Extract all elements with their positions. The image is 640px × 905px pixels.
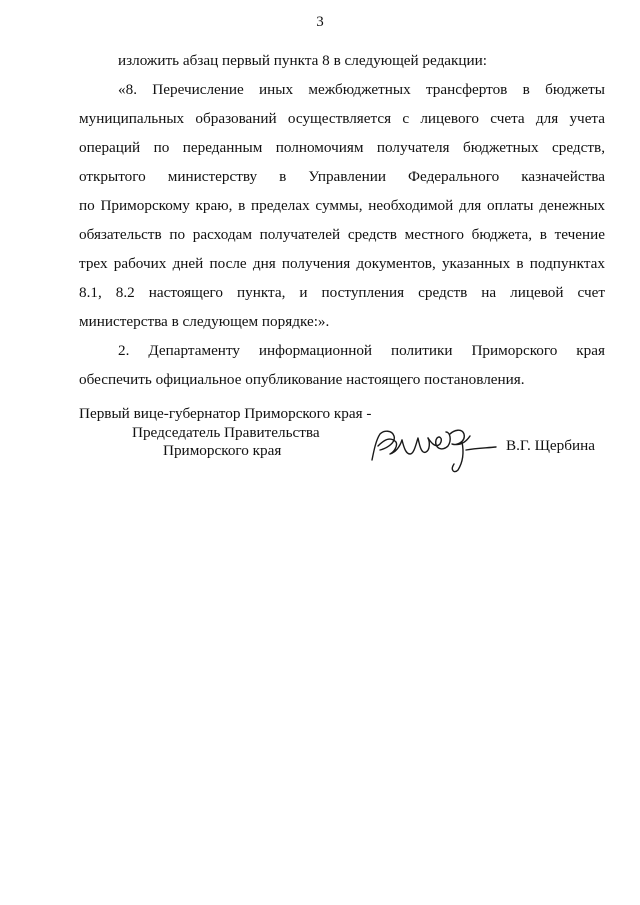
paragraph-8-line: 8.1, 8.2 настоящего пункта, и поступления средств на лицевой счет: [79, 284, 605, 301]
signatory-title-line-3: Приморского края: [163, 442, 282, 459]
signature-stroke: [428, 432, 450, 449]
page-number: 3: [316, 14, 324, 30]
paragraph-8-line: муниципальных образований осуществляется с лицевого счета для учета: [79, 110, 605, 127]
signature-stroke: [378, 439, 402, 454]
paragraph-8-line: «8. Перечисление иных межбюджетных трансфертов в бюджеты: [118, 81, 605, 98]
signatory-title-line-1: Первый вице-губернатор Приморского края -: [79, 405, 372, 422]
signatory-title-line-2: Председатель Правительства: [132, 424, 320, 441]
paragraph-8-line: по Приморскому краю, в пределах суммы, необходимой для оплаты денежных: [79, 197, 605, 214]
paragraph-8-line: обязательств по расходам получателей средств местного бюджета, в течение: [79, 226, 605, 243]
signature-stroke: [372, 431, 394, 460]
paragraph-8-line: министерства в следующем порядке:».: [79, 313, 330, 330]
signatory-name: В.Г. Щербина: [506, 437, 595, 454]
document-body: [79, 46, 605, 394]
signature-stroke: [466, 447, 496, 450]
paragraph-8-line: операций по переданным полномочиям получателя бюджетных средств,: [79, 139, 605, 156]
paragraph-8-line: открытого министерству в Управлении Федерального казначейства: [79, 168, 605, 185]
signature-stroke: [402, 438, 429, 454]
signature-stroke: [450, 430, 470, 444]
paragraph-8-line: трех рабочих дней после дня получения документов, указанных в подпунктах: [79, 255, 605, 272]
paragraph-2-line: обеспечить официальное опубликование настоящего постановления.: [79, 371, 525, 388]
intro-line: изложить абзац первый пункта 8 в следующей редакции:: [118, 52, 488, 69]
signature-stroke: [452, 442, 463, 472]
handwritten-signature: [368, 420, 498, 475]
paragraph-2-line: 2. Департаменту информационной политики Приморского края: [118, 342, 605, 359]
